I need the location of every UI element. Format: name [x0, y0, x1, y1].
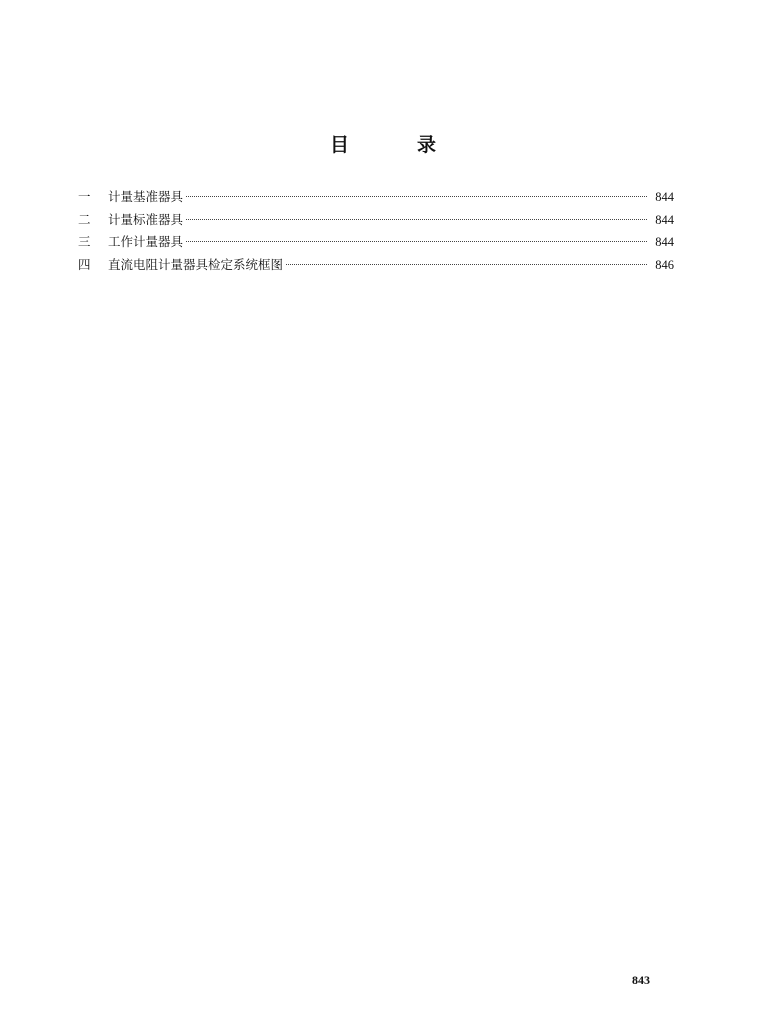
toc-entry-title: 计量标准器具: [108, 211, 184, 227]
toc-leader-dots: [286, 264, 647, 265]
toc-leader-dots: [186, 196, 647, 197]
table-of-contents: [78, 186, 674, 276]
toc-entry-page: 846: [655, 257, 674, 272]
toc-entry-number: 四: [78, 256, 91, 272]
title-char-2: 录: [417, 134, 437, 156]
toc-entry[interactable]: [78, 186, 674, 209]
toc-entry-number: 三: [78, 234, 91, 249]
toc-entry[interactable]: [78, 231, 674, 254]
toc-entry-title: 直流电阻计量器具检定系统框图: [108, 256, 284, 272]
toc-entry[interactable]: [78, 254, 674, 277]
title-char-1: 目: [329, 134, 349, 156]
toc-entry-page: 844: [655, 235, 674, 249]
toc-entry-number: 一: [78, 189, 91, 204]
toc-entry-number: 二: [78, 211, 91, 227]
toc-entry-page: 844: [655, 212, 674, 227]
toc-leader-dots: [186, 241, 647, 242]
page-title: [0, 130, 762, 157]
toc-entry-title: 工作计量器具: [108, 234, 184, 249]
toc-entry-title: 计量基准器具: [108, 189, 184, 204]
page-number: 843: [632, 973, 650, 987]
toc-leader-dots: [186, 219, 647, 220]
toc-entry[interactable]: [78, 209, 674, 232]
toc-entry-page: 844: [655, 190, 674, 204]
